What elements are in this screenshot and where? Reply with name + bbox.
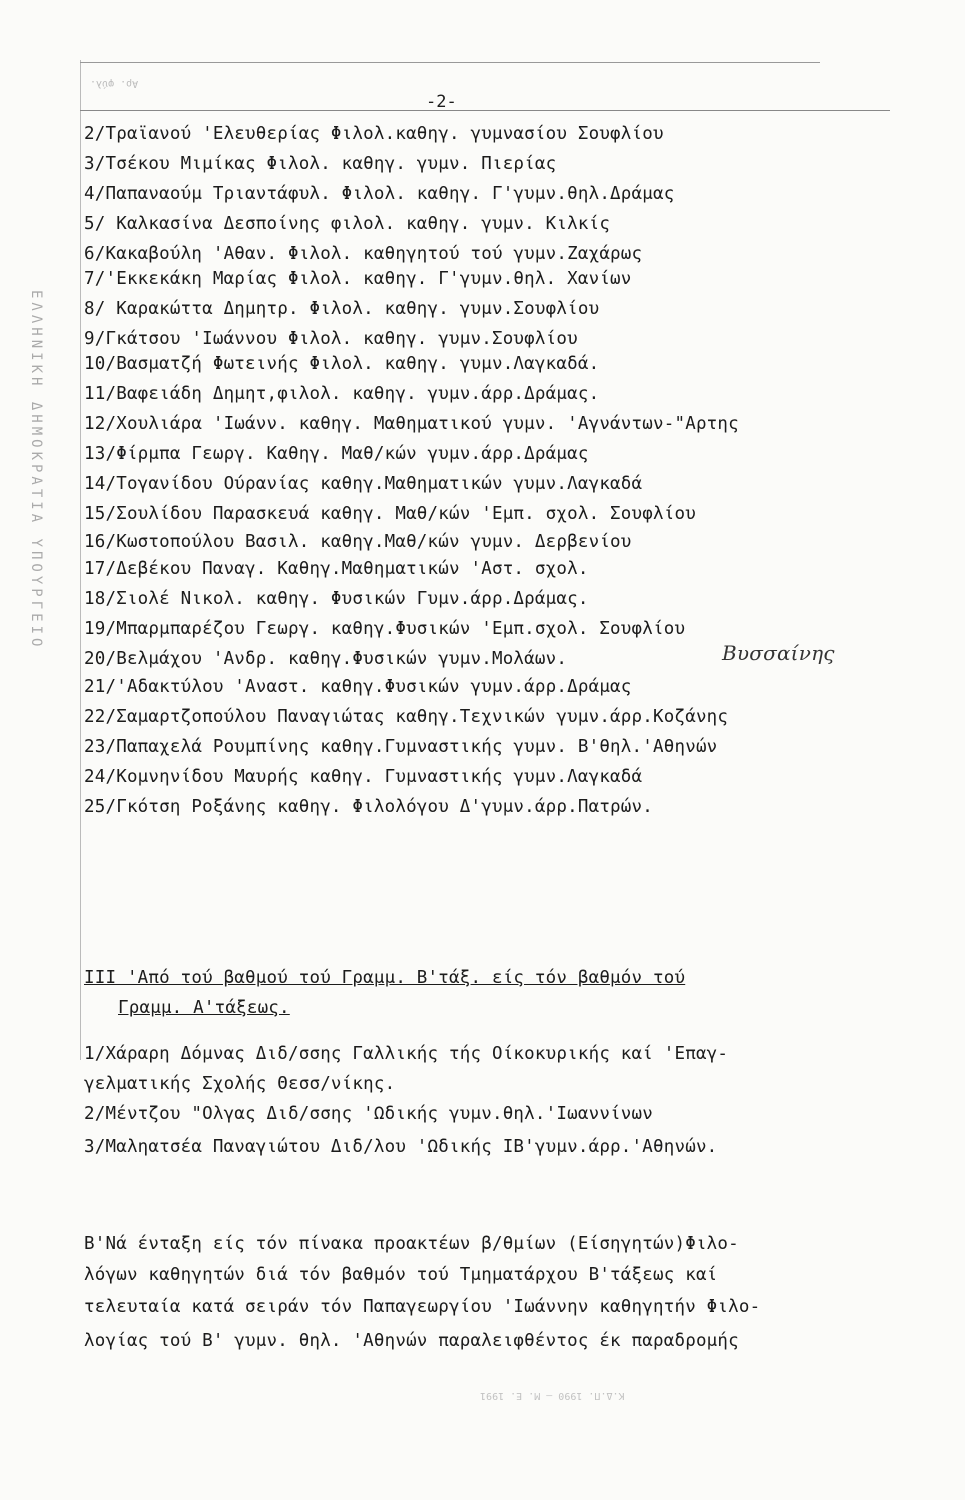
section-b-line: Β'Νά ένταξη είς τόν πίνακα προακτέων β/θμίων (Είσηγητών)Φιλο-	[84, 1234, 739, 1254]
list-item: 9/Γκάτσου 'Ιωάννου Φιλολ. καθηγ. γυμν.Σουφλίου	[84, 329, 578, 349]
list-item: 15/Σουλίδου Παρασκευά καθηγ. Μαθ/κών 'Εμπ. σχολ. Σουφλίου	[84, 504, 696, 524]
list-item: 8/ Καρακώττα Δημητρ. Φιλολ. καθηγ. γυμν.Σουφλίου	[84, 299, 600, 319]
section-iii-line: 3/Μαληατσέα Παναγιώτου Διδ/λου 'Ωδικής ΙΒ'γυμν.άρρ.'Αθηνών.	[84, 1137, 718, 1157]
list-item: 7/'Εκκεκάκη Μαρίας Φιλολ. καθηγ. Γ'γυμν.θηλ. Χανίων	[84, 269, 632, 289]
list-item: 16/Κωστοπούλου Βασιλ. καθηγ.Μαθ/κών γυμν. Δερβενίου	[84, 532, 632, 552]
list-item: 23/Παπαχελά Ρουμπίνης καθηγ.Γυμναστικής γυμν. Β'θηλ.'Αθηνών	[84, 737, 718, 757]
list-item: 19/Μπαρμπαρέζου Γεωργ. καθηγ.Φυσικών 'Εμπ.σχολ. Σουφλίου	[84, 619, 686, 639]
list-item: 6/Κακαβούλη 'Αθαν. Φιλολ. καθηγητού τού γυμν.Ζαχάρως	[84, 244, 643, 264]
list-item: 14/Τογανίδου Ούρανίας καθηγ.Μαθηματικών γυμν.Λαγκαδά	[84, 474, 643, 494]
section-b-line: λογίας τού Β' γυμν. θηλ. 'Αθηνών παραλειφθέντος έκ παραδρομής	[84, 1331, 739, 1351]
margin-stamp-text: ΕΛΛΗΝΙΚΗ ΔΗΜΟΚΡΑΤΙΑ ΥΠΟΥΡΓΕΙΟ	[28, 290, 44, 651]
list-item: 12/Χουλιάρα 'Ιωάνν. καθηγ. Μαθηματικού γυμν. 'Αγνάντων-"Αρτης	[84, 414, 739, 434]
list-item: 22/Σαμαρτζοπούλου Παναγιώτας καθηγ.Τεχνικών γυμν.άρρ.Κοζάνης	[84, 707, 729, 727]
margin-line	[80, 60, 81, 1060]
list-item: 21/'Αδακτύλου 'Αναστ. καθηγ.Φυσικών γυμν.άρρ.Δράμας	[84, 677, 632, 697]
list-item: 20/Βελμάχου 'Ανδρ. καθηγ.Φυσικών γυμν.Μολάων.	[84, 649, 568, 669]
section-iii-heading: ΙΙΙ 'Από τού βαθμού τού Γραμμ. Β'τάξ. είς τόν βαθμόν τού	[84, 968, 686, 988]
list-item: 17/Δεβέκου Παναγ. Καθηγ.Μαθηματικών 'Αστ. σχολ.	[84, 559, 589, 579]
list-item: 4/Παπαναούμ Τριαντάφυλ. Φιλολ. καθηγ. Γ'γυμν.θηλ.Δράμας	[84, 184, 675, 204]
header-rule	[80, 110, 890, 111]
footer-stamp: Κ.Δ.Π. 1990 — Μ. Ε. 1991	[480, 1390, 625, 1401]
list-item: 10/Βασματζή Φωτεινής Φιλολ. καθηγ. γυμν.Λαγκαδά.	[84, 354, 600, 374]
list-item: 5/ Καλκασίνα Δεσποίνης φιλολ. καθηγ. γυμν. Κιλκίς	[84, 214, 611, 234]
list-item: 3/Τσέκου Μιμίκας Φιλολ. καθηγ. γυμν. Πιερίας	[84, 154, 557, 174]
section-iii-line: γελματικής Σχολής Θεσσ/νίκης.	[84, 1074, 396, 1094]
page-number: -2-	[426, 92, 457, 112]
section-iii-line: 1/Χάραρη Δόμνας Διδ/σσης Γαλλικής τής Οίκοκυρικής καί 'Επαγ-	[84, 1044, 729, 1064]
list-item: 25/Γκότση Ροξάνης καθηγ. Φιλολόγου Δ'γυμν.άρρ.Πατρών.	[84, 797, 654, 817]
section-iii-heading-cont: Γραμμ. Α'τάξεως.	[118, 998, 290, 1018]
list-item: 18/Σιολέ Νικολ. καθηγ. Φυσικών Γυμν.άρρ.Δράμας.	[84, 589, 589, 609]
list-item: 13/Φίρμπα Γεωργ. Καθηγ. Μαθ/κών γυμν.άρρ.Δράμας	[84, 444, 589, 464]
handwritten-note: Βυσσαίνης	[722, 641, 835, 665]
list-item: 24/Κομνηνίδου Μαυρής καθηγ. Γυμναστικής γυμν.Λαγκαδά	[84, 767, 643, 787]
top-rule	[80, 62, 820, 63]
file-stamp: Αρ. φύλ.	[90, 78, 139, 89]
section-iii-line: 2/Μέντζου "Ολγας Διδ/σσης 'Ωδικής γυμν.θηλ.'Ιωαννίνων	[84, 1104, 654, 1124]
list-item: 2/Τραϊανού 'Ελευθερίας Φιλολ.καθηγ. γυμνασίου Σουφλίου	[84, 124, 664, 144]
section-b-line: λόγων καθηγητών διά τόν βαθμόν τού Τμηματάρχου Β'τάξεως καί	[84, 1265, 718, 1285]
list-item: 11/Βαφειάδη Δημητ,φιλολ. καθηγ. γυμν.άρρ.Δράμας.	[84, 384, 600, 404]
section-b-line: τελευταία κατά σειράν τόν Παπαγεωργίου 'Ιωάννην καθηγητήν Φιλο-	[84, 1297, 761, 1317]
